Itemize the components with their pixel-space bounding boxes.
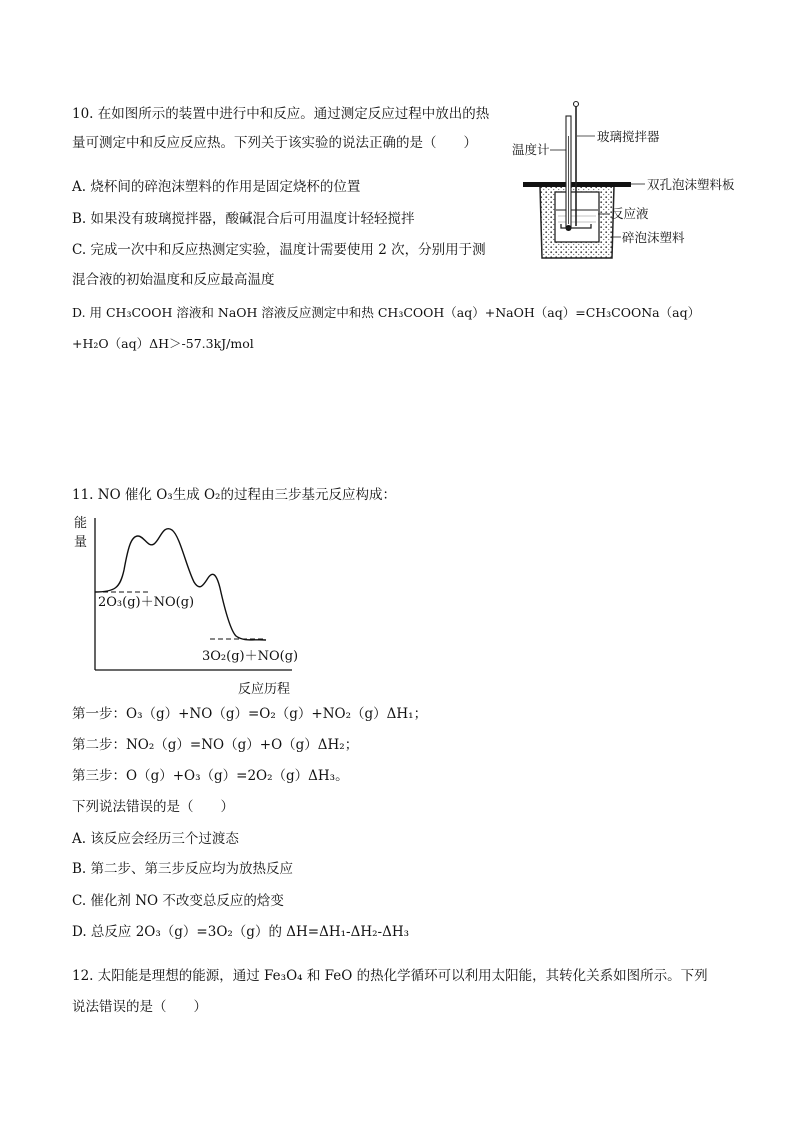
q11-step2: 第二步：NO₂（g）=NO（g）+O（g）ΔH₂； [72,737,359,753]
q10-stem-line2: 量可测定中和反应反应热。下列关于该实验的说法正确的是（ ） [72,135,477,151]
q11-ask: 下列说法错误的是（ ） [72,799,234,815]
reaction-liquid [556,210,598,241]
q10-option-b: B. 如果没有玻璃搅拌器，酸碱混合后可用温度计轻轻搅拌 [72,211,415,227]
q10-option-a: A. 烧杯间的碎泡沫塑料的作用是固定烧杯的位置 [72,179,361,195]
y-label-1: 能 [74,516,88,531]
q11-option-d: D. 总反应 2O₃（g）=3O₂（g）的 ΔH=ΔH₁-ΔH₂-ΔH₃ [72,924,409,940]
label-stirrer: 玻璃搅拌器 [597,129,660,144]
q11-stem: 11. NO 催化 O₃生成 O₂的过程由三步基元反应构成： [72,487,396,503]
q12-stem-line1: 12. 太阳能是理想的能源，通过 Fe₃O₄ 和 FeO 的热化学循环可以利用太阳能，其转化关系如图所示。下列 [72,968,708,984]
q11-option-c: C. 催化剂 NO 不改变总反应的焓变 [72,893,284,909]
reactants-label: 2O₃(g)＋NO(g) [98,595,195,610]
label-reaction-liquid: 反应液 [611,206,649,221]
q11-step3: 第三步：O（g）+O₃（g）=2O₂（g）ΔH₃。 [72,768,349,784]
q11-option-b: B. 第二步、第三步反应均为放热反应 [72,861,294,877]
q10-stem-line1: 10. 在如图所示的装置中进行中和反应。通过测定反应过程中放出的热 [72,106,490,122]
y-label-2: 量 [74,535,88,550]
calorimeter-figure [505,96,735,266]
label-foam: 碎泡沫塑料 [622,230,685,245]
x-label: 反应历程 [238,682,291,697]
foam-board [523,182,631,187]
q10-option-d-line2: +H₂O（aq）ΔH＞-57.3kJ/mol [72,336,254,351]
label-thermometer: 温度计 [512,142,550,157]
q12-stem-line2: 说法错误的是（ ） [72,999,207,1015]
q10-option-d-line1: D. 用 CH₃COOH 溶液和 NaOH 溶液反应测定中和热 CH₃COOH（aq）+NaOH（aq）=CH₃COONa（aq） [72,305,701,320]
products-label: 3O₂(g)＋NO(g) [202,649,299,664]
q11-step1: 第一步：O₃（g）+NO（g）=O₂（g）+NO₂（g）ΔH₁； [72,706,428,722]
q10-option-c-line1: C. 完成一次中和反应热测定实验，温度计需要使用 2 次，分别用于测 [72,242,486,258]
energy-curve [95,529,266,640]
energy-profile-figure [70,508,320,700]
label-foam-board: 双孔泡沫塑料板 [647,177,735,192]
q10-option-c-line2: 混合液的初始温度和反应最高温度 [72,272,275,288]
q11-option-a: A. 该反应会经历三个过渡态 [72,831,239,847]
